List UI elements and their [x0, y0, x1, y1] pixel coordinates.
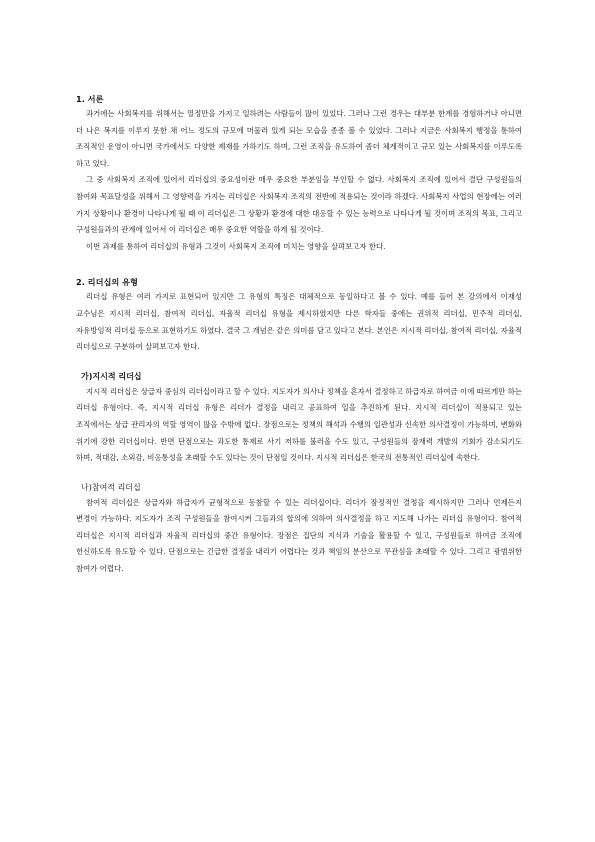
types-paragraph-1: 리더십 유형은 여러 가지로 표현되어 있지만 그 유형의 특징은 대체적으로 동일하다고 볼 수 있다. 예를 들어 본 강의에서 이재성 교수님은 지시적 리더십, 참여적 리더십, 자율적 리더십 유형을 제시하였지만 다른 학자들 중에는 권위적 리더십, 민주적 리더십, 자유방임적 리더십 등으로 표현하기도 하였다. 결국 그 개념은 같은 의미를 담고 있다고 본다. 본인은 지시적 리더십, 참여적 리더십, 자율적 리더십으로 구분하여 살펴보고자 한다.	[76, 292, 522, 352]
intro-paragraph-1: 과거에는 사회복지를 위해서는 열정만을 가지고 일하려는 사람들이 많이 있었다. 그러나 그런 경우는 대부분 한계를 경험하거나 아니면 더 나은 복지를 이루지 못한 채 어느 정도의 규모에 머물러 있게 되는 모습을 종종 볼 수 있었다. 그러나 지금은 사회복지 행정을 통하여 조직적인 운영이 아니면 국가에서도 다양한 제재를 가하기도 하며, 그런 조직을 유도하여 좀더 체계적이고 규모 있는 사회복지를 이루도록 하고 있다.	[76, 109, 522, 168]
section-spacer	[76, 356, 522, 370]
intro-paragraph-2: 그 중 사회복지 조직에 있어서 리더십의 중요성이란 매우 중요한 부분임을 부인할 수 없다. 사회복지 조직에 있어서 결단 구성원들의 참여와 목표달성을 위해서 그 영향력을 가지는 리더십은 사회복지 조직의 전반에 적용되는 것이라 하겠다. 사회복지 사업의 현장에는 여러 가지 상황이나 환경이 나타나게 될 때 이 리더십은 그 상황과 환경에 대한 대응할 수 있는 능력으로 나타나게 될 것이며 조직의 목표, 그리고 구성원들과의 관계에 있어서 이 리더십은 매우 중요한 역할을 하게 될 것이다.	[76, 175, 522, 235]
directive-heading: 가)지시적 리더십	[81, 371, 142, 381]
participative-heading: 나)참여적 리더십	[81, 482, 141, 492]
intro-paragraph-3: 이번 과제를 통하여 리더십의 유형과 그것이 사회복지 조직에 미치는 영향을 살펴보고자 한다.	[86, 241, 386, 251]
document-page	[76, 92, 522, 578]
intro-heading: 1. 서론	[76, 94, 104, 104]
section-spacer	[76, 467, 522, 481]
directive-paragraph-1: 지시적 리더십은 상급자 중심의 리더십이라고 할 수 있다. 지도자가 의사나 정책을 혼자서 결정하고 하급자로 하여금 이에 따르게만 하는 리더십 유형이다. 즉, 지시적 리더십 유형은 리더가 결정을 내리고 공표하여 일을 추진하게 된다. 지시적 리더십이 적용되고 있는 조직에서는 상급 관리자의 역할 영역이 많을 수밖에 없다. 장점으로는 정책의 해석과 수행의 일관성과 신속한 의사결정이 가능하며, 변화와 위기에 강한 리더십이다. 반면 단점으로는 과도한 통제로 사기 저하를 불러올 수도 있고, 구성원들의 잠재력 개발의 기회가 감소되기도 하며, 적대감, 소외감, 비응통성을 초래할 수도 있다는 것이 단점일 것이다. 지시적 리더십은 한국의 전통적인 리더십에 속한다.	[76, 386, 522, 463]
types-heading: 2. 리더십의 유형	[76, 277, 138, 288]
participative-paragraph-1: 참여적 리더십은 상급자와 하급자가 균형적으로 동참할 수 있는 리더십이다. 리더가 잠정적인 결정을 제시하지만 그러나 언제든지 변경이 가능하다. 지도자가 조직 구성원들을 참여시켜 그들과의 합의에 의하여 의사결정을 하고 지도해 나가는 리더십 유형이다. 참여적 리더십은 지시적 리더십과 자율적 리더십의 중간 유형이다. 장점은 집단의 지식과 기술을 활용할 수 있고, 구성원들로 하여금 조직에 헌신하도록 유도할 수 있다. 단점으로는 긴급한 결정을 내리기 어렵다는 것과 책임의 분산으로 무관심을 초래할 수 있다. 그리고 광범위한 참여가 어렵다.	[76, 497, 522, 574]
section-spacer	[76, 255, 522, 275]
